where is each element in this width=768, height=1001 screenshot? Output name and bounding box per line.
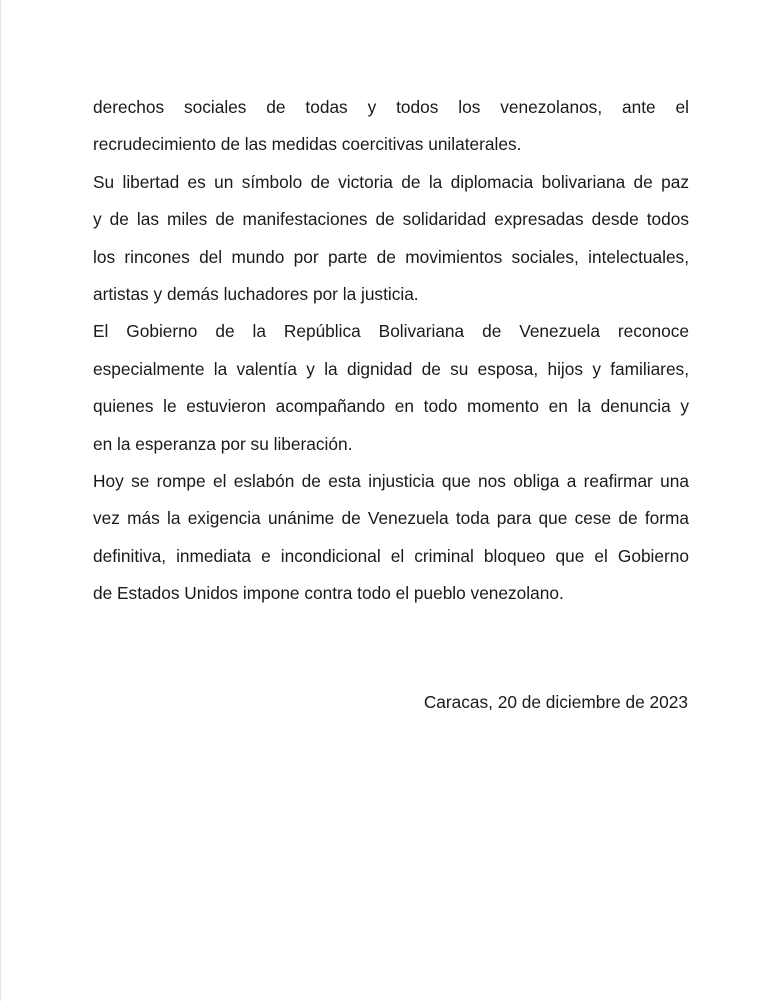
- text-line: recrudecimiento de las medidas coercitivas unilaterales.: [93, 134, 522, 155]
- text-line: artistas y demás luchadores por la justicia.: [93, 283, 419, 304]
- text-line: El Gobierno de la República Bolivariana de Venezuela reconoce: [93, 321, 689, 342]
- place-and-date: Caracas, 20 de diciembre de 2023: [423, 692, 688, 712]
- text-line: derechos sociales de todas y todos los venezolanos, ante el: [93, 97, 689, 117]
- text-line: de Estados Unidos impone contra todo el pueblo venezolano.: [93, 583, 564, 604]
- text-line: en la esperanza por su liberación.: [93, 433, 353, 454]
- text-line: quienes le estuvieron acompañando en todo momento en la denuncia y: [93, 396, 689, 417]
- text-line: los rincones del mundo por parte de movimientos sociales, intelectuales,: [93, 246, 689, 267]
- text-line: definitiva, inmediata e incondicional el criminal bloqueo que el Gobierno: [93, 545, 689, 566]
- text-line: especialmente la valentía y la dignidad de su esposa, hijos y familiares,: [93, 358, 689, 379]
- text-line: Hoy se rompe el eslabón de esta injusticia que nos obliga a reafirmar una: [93, 470, 689, 491]
- text-line: Su libertad es un símbolo de victoria de la diplomacia bolivariana de paz: [93, 171, 689, 192]
- text-line: vez más la exigencia unánime de Venezuela toda para que cese de forma: [93, 508, 689, 529]
- text-line: y de las miles de manifestaciones de solidaridad expresadas desde todos: [93, 209, 689, 230]
- document-body: [93, 89, 689, 612]
